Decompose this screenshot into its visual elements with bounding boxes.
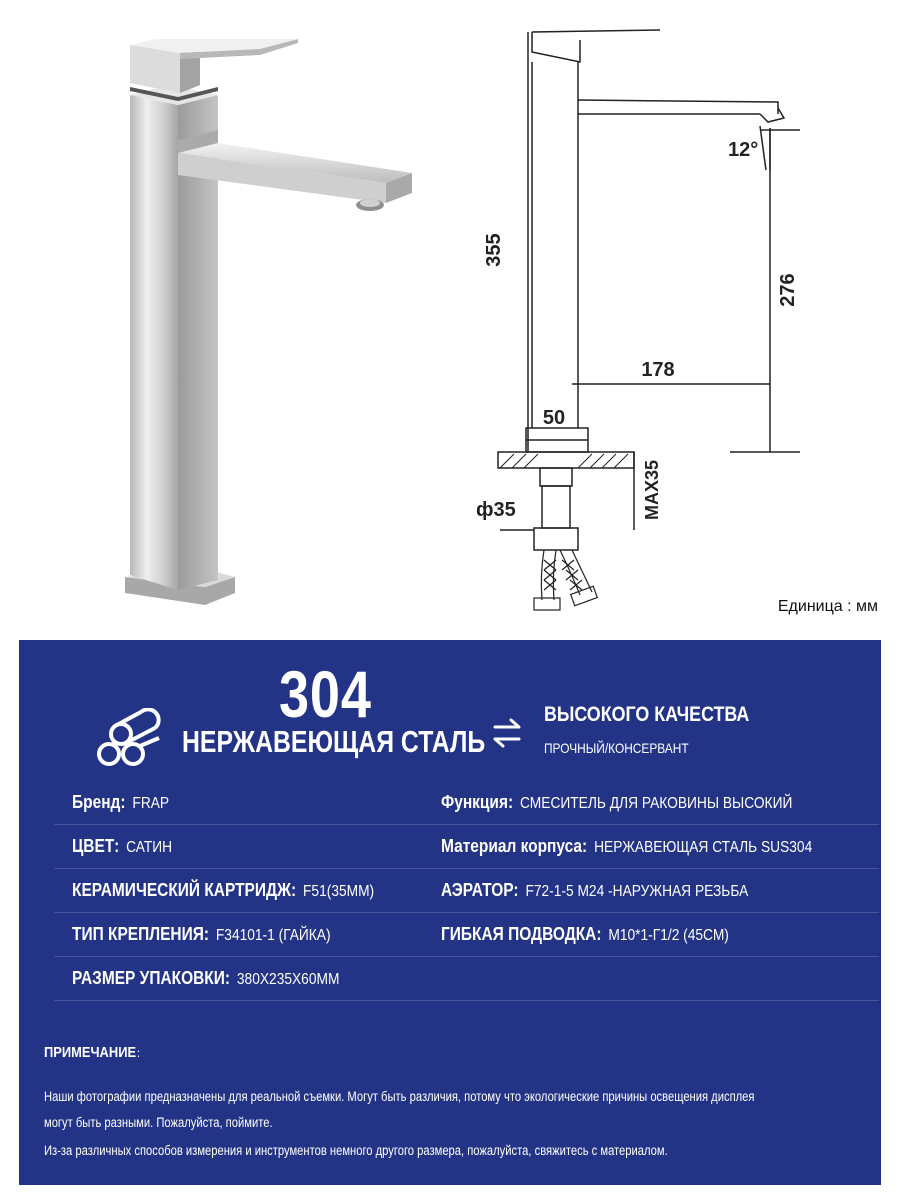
spec-value: САТИН: [126, 839, 173, 856]
spec-panel: [19, 640, 881, 1185]
spec-mount-type: [72, 924, 331, 945]
note-title: [44, 1044, 146, 1061]
faucet-photo: [100, 25, 440, 615]
spec-key: ЦВЕТ:: [72, 836, 120, 856]
spec-row: [54, 780, 879, 825]
spec-cartridge: [72, 880, 374, 901]
unit-label: Единица : мм: [777, 598, 878, 615]
spec-row: [54, 956, 879, 1001]
steel-pipes-icon: [95, 708, 165, 768]
dim-height-total: 355: [483, 233, 505, 267]
material-grade: 304: [279, 657, 372, 731]
spec-package-size: [72, 968, 339, 989]
note-line: Из-за различных способов измерения и инструментов немного другого размера, пожалуйста, свяжитесь с материалом.: [44, 1143, 668, 1158]
spec-value: FRAP: [132, 795, 170, 812]
spec-key: ТИП КРЕПЛЕНИЯ:: [72, 924, 210, 944]
dim-base-width: 50: [542, 407, 566, 429]
spec-value: СМЕСИТЕЛЬ ДЛЯ РАКОВИНЫ ВЫСОКИЙ: [520, 795, 793, 812]
note-title-text: ПРИМЕЧАНИЕ: [44, 1044, 137, 1061]
spec-key: Функция:: [441, 792, 514, 812]
spec-aerator: [441, 880, 748, 901]
spec-key: Материал корпуса:: [441, 836, 588, 856]
note-line: могут быть разными. Пожалуйста, поймите.: [44, 1115, 273, 1130]
spec-key: АЭРАТОР:: [441, 880, 519, 900]
spec-value: F34101-1 (ГАЙКА): [215, 927, 331, 944]
spec-flex-hose: [441, 924, 729, 945]
dim-max-thickness: MAX35: [642, 459, 662, 521]
dim-spout-reach: 178: [641, 359, 675, 381]
spec-body-material: [441, 836, 812, 857]
spec-value: F72-1-5 M24 -НАРУЖНАЯ РЕЗЬБА: [525, 883, 749, 900]
spec-row: [54, 912, 879, 957]
spec-key: РАЗМЕР УПАКОВКИ:: [72, 968, 231, 988]
spec-key: Бренд:: [72, 792, 126, 812]
dim-hole-diameter: ф35: [476, 499, 516, 521]
spec-value: F51(35ММ): [303, 883, 375, 900]
swap-arrows-icon: [489, 715, 525, 751]
spec-color: [72, 836, 172, 857]
quality-title: ВЫСОКОГО КАЧЕСТВА: [544, 703, 750, 726]
material-name: НЕРЖАВЕЮЩАЯ СТАЛЬ: [182, 724, 486, 759]
spec-value: M10*1-Г1/2 (45СМ): [608, 927, 729, 944]
note-title-suffix: ：: [136, 1046, 147, 1060]
spec-row: [54, 868, 879, 913]
spec-value: 380Х235Х60ММ: [236, 971, 340, 988]
spec-key: КЕРАМИЧЕСКИЙ КАРТРИДЖ:: [72, 880, 297, 900]
quality-subtitle: ПРОЧНЫЙ/КОНСЕРВАНТ: [544, 740, 689, 756]
spec-value: НЕРЖАВЕЮЩАЯ СТАЛЬ SUS304: [594, 839, 813, 856]
dim-angle: 12°: [728, 139, 759, 161]
spec-function: [441, 792, 792, 813]
technical-drawing: [460, 10, 880, 620]
spec-brand: [72, 792, 169, 813]
spec-key: ГИБКАЯ ПОДВОДКА:: [441, 924, 602, 944]
dim-spout-height: 276: [777, 273, 799, 307]
note-line: Наши фотографии предназначены для реальной съемки. Могут быть различия, потому что экологические причины освещения дисплея: [44, 1089, 755, 1104]
spec-row: [54, 824, 879, 869]
